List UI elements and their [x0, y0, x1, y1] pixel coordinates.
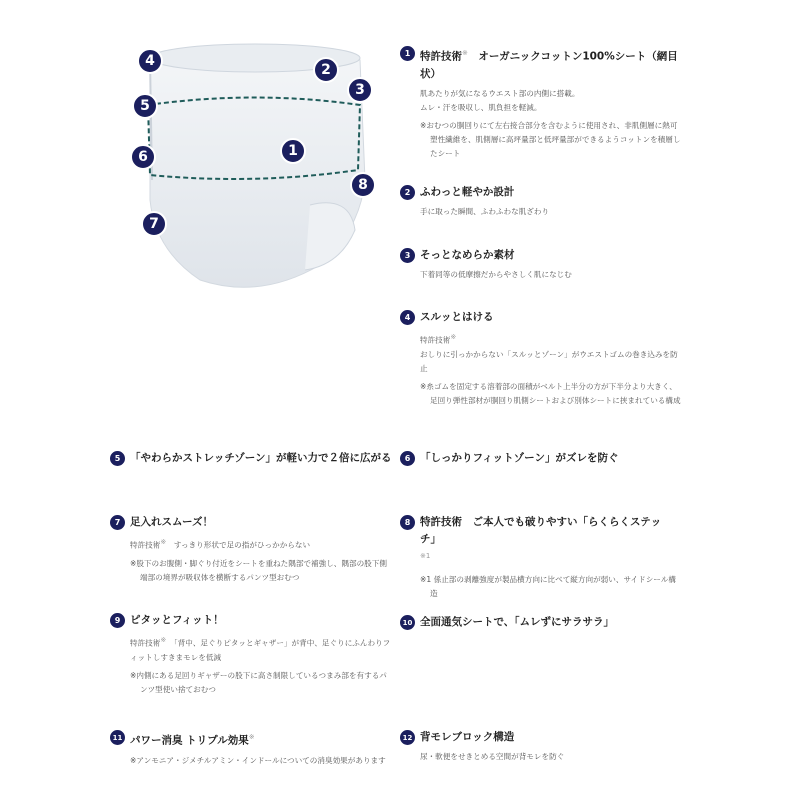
feature-5	[110, 450, 392, 467]
feature-note: ※内側にある足回りギャザーの股下に高さ制限しているつまみ部を有するパンツ型使い捨ておむつ	[130, 670, 387, 694]
feature-body: 肌あたりが気になるウエスト部の内側に搭載。 ムレ・汗を吸収し、肌負担を軽減。	[420, 88, 580, 112]
feature-title: 背モレブロック構造	[420, 731, 515, 743]
feature-title: 「しっかりフィットゾーン」がズレを防ぐ	[420, 452, 619, 464]
marker-8: 8	[350, 172, 376, 198]
feature-body: 下着同等の低摩擦だからやさしく肌になじむ	[420, 270, 572, 279]
feature-1	[400, 45, 682, 161]
number-badge: 11	[110, 730, 125, 745]
feature-title: パワー消臭 トリプル効果※	[130, 733, 255, 747]
feature-title: 全面通気シートで、「ムレずにサラサラ」	[420, 616, 615, 628]
number-badge: 12	[400, 730, 415, 745]
feature-body: 特許技術※ すっきり形状で足の指がひっかからない	[130, 538, 311, 550]
feature-note: ※1 係止部の剥離強度が製品横方向に比べて縦方向が弱い、サイドシール構造	[420, 574, 676, 598]
number-badge: 8	[400, 515, 415, 530]
feature-note: ※おむつの胴回りにて左右接合部分を含むように使用され、非肌側層に熱可塑性繊維を、肌側層に高坪量部と低坪量部ができるようコットンを積層したシート	[420, 120, 681, 158]
feature-body: 特許技術※ おしりに引っかからない「スルッとゾーン」がウエストゴムの巻き込みを防止	[420, 333, 678, 373]
feature-body: 手に取った瞬間、ふわふわな肌ざわり	[420, 207, 550, 216]
number-badge: 2	[400, 185, 415, 200]
feature-title: ふわっと軽やか設計	[420, 186, 515, 198]
feature-10	[400, 614, 682, 631]
diaper-image	[120, 30, 390, 300]
feature-4	[400, 309, 682, 408]
feature-body: 尿・軟便をせきとめる空間が背モレを防ぐ	[420, 752, 565, 761]
number-badge: 4	[400, 310, 415, 325]
number-badge: 10	[400, 615, 415, 630]
marker-2: 2	[313, 57, 339, 83]
feature-title: ピタッとフィット！	[130, 614, 224, 626]
diaper-illustration	[120, 30, 390, 300]
marker-4: 4	[137, 48, 163, 74]
number-badge: 9	[110, 613, 125, 628]
number-badge: 6	[400, 451, 415, 466]
number-badge: 3	[400, 248, 415, 263]
feature-6	[400, 450, 682, 467]
feature-2	[400, 184, 682, 219]
feature-body: 特許技術※ 「背中、足ぐりピタッとギャザー」が背中、足ぐりにふんわりフィットしすきまモレを低減	[130, 636, 391, 662]
number-badge: 7	[110, 515, 125, 530]
feature-title: そっとなめらか素材	[420, 249, 515, 261]
feature-note: ※糸ゴムを固定する溶着部の面積がベルト上半分の方が下半分より大きく、足回り弾性部材が胴回り肌側シートおよび別体シートに挟まれている構成	[420, 381, 681, 405]
feature-title: 「やわらかストレッチゾーン」が軽い力で２倍に広がる	[130, 452, 392, 464]
feature-12	[400, 729, 682, 764]
feature-3	[400, 247, 682, 282]
feature-title: スルッとはける	[420, 311, 494, 323]
marker-1: 1	[280, 138, 306, 164]
feature-note: ※股下のお腹側・脚ぐり付近をシートを重ねた隅部で補強し、隅部の股下側端部の境界が吸収体を横断するパンツ型おむつ	[130, 558, 387, 582]
number-badge: 1	[400, 46, 415, 61]
feature-9	[110, 612, 392, 697]
marker-7: 7	[141, 211, 167, 237]
feature-8	[400, 514, 682, 601]
marker-5: 5	[132, 93, 158, 119]
marker-6: 6	[130, 144, 156, 170]
feature-title: 特許技術※ オーガニックコットン100%シート（網目状）	[420, 49, 678, 80]
feature-11	[110, 729, 392, 768]
feature-7	[110, 514, 392, 585]
feature-note: ※アンモニア・ジメチルアミン・インドールについての消臭効果があります	[130, 755, 386, 765]
feature-title: 特許技術 ご本人でも破りやすい「らくらくステッチ」 $^{※1}$	[420, 516, 662, 560]
number-badge: 5	[110, 451, 125, 466]
marker-3: 3	[347, 77, 373, 103]
feature-title: 足入れスムーズ！	[130, 516, 213, 528]
